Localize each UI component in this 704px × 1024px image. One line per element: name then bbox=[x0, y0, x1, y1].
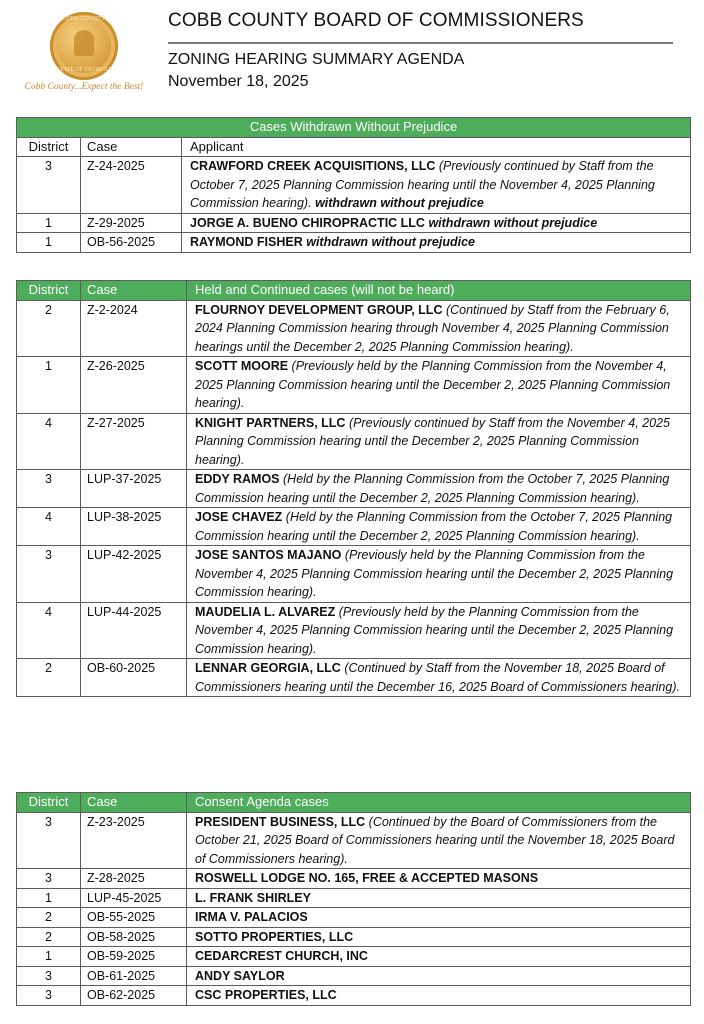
column-header-case: Case bbox=[81, 793, 187, 813]
consent-agenda-table bbox=[16, 792, 691, 1006]
table-row bbox=[17, 812, 691, 869]
case-note: (Held by the Planning Commission from the October 7, 2025 Planning Commission hearing until the December 2, 2025 Planning Commission hearing). bbox=[195, 510, 673, 543]
case-note: (Previously held by the Planning Commission from the November 4, 2025 Planning Commission hearing until the December 2, 2025 Planning Commission hearing). bbox=[195, 604, 674, 656]
held-rows bbox=[17, 300, 691, 697]
case-number-cell: OB-56-2025 bbox=[81, 233, 182, 253]
applicant-name: LENNAR GEORGIA, LLC bbox=[195, 661, 341, 675]
table-row bbox=[17, 888, 691, 908]
case-number-cell: OB-62-2025 bbox=[81, 986, 187, 1006]
case-number-cell: Z-27-2025 bbox=[81, 413, 187, 470]
district-cell: 1 bbox=[17, 888, 81, 908]
applicant-name: IRMA V. PALACIOS bbox=[195, 910, 308, 924]
case-number-cell: LUP-37-2025 bbox=[81, 470, 187, 508]
case-note: (Continued by Staff from the February 6, 2024 Planning Commission hearing through November 4, 2025 Planning Commission hearings until the December 2, 2025 Planning Commission hearing). bbox=[195, 302, 670, 354]
district-cell: 2 bbox=[17, 927, 81, 947]
document-header bbox=[0, 0, 704, 105]
applicant-cell bbox=[187, 869, 691, 889]
table-row bbox=[17, 966, 691, 986]
case-status: withdrawn without prejudice bbox=[428, 215, 598, 230]
table-row bbox=[17, 908, 691, 928]
applicant-cell bbox=[187, 986, 691, 1006]
table-row bbox=[17, 508, 691, 546]
table-row bbox=[17, 413, 691, 470]
column-header-case: Case bbox=[81, 281, 187, 301]
case-note: (Continued by the Board of Commissioners from the October 21, 2025 Board of Commissioners hearing until the November 18, 2025 Board of Commissioners hearing). bbox=[195, 814, 675, 866]
applicant-name: RAYMOND FISHER bbox=[190, 235, 303, 249]
applicant-cell bbox=[187, 927, 691, 947]
consent-rows bbox=[17, 812, 691, 1005]
district-cell: 3 bbox=[17, 986, 81, 1006]
applicant-name: ROSWELL LODGE NO. 165, FREE & ACCEPTED MASONS bbox=[195, 871, 539, 885]
case-number-cell: LUP-44-2025 bbox=[81, 602, 187, 659]
applicant-name: JORGE A. BUENO CHIROPRACTIC LLC bbox=[190, 215, 425, 230]
column-header-case: Case bbox=[81, 137, 182, 157]
case-note: (Previously held by the Planning Commission from the November 4, 2025 Planning Commission hearing until the December 2, 2025 Planning Commission hearing). bbox=[195, 548, 674, 599]
applicant-cell bbox=[187, 508, 691, 546]
applicant-cell bbox=[182, 233, 691, 253]
column-header-applicant: Applicant bbox=[182, 137, 691, 157]
district-cell: 4 bbox=[17, 508, 81, 546]
section-title: Held and Continued cases (will not be heard) bbox=[187, 281, 691, 301]
case-number-cell: OB-61-2025 bbox=[81, 966, 187, 986]
district-cell: 2 bbox=[17, 659, 81, 697]
table-row bbox=[17, 213, 691, 233]
table-row bbox=[17, 869, 691, 889]
applicant-cell bbox=[187, 470, 691, 508]
meeting-date: November 18, 2025 bbox=[168, 73, 309, 90]
case-number-cell: OB-58-2025 bbox=[81, 927, 187, 947]
applicant-name: FLOURNOY DEVELOPMENT GROUP, LLC bbox=[195, 302, 443, 317]
district-cell: 3 bbox=[17, 869, 81, 889]
district-cell: 1 bbox=[17, 213, 81, 233]
case-number-cell: Z-23-2025 bbox=[81, 812, 187, 869]
district-cell: 1 bbox=[17, 947, 81, 967]
district-cell: 3 bbox=[17, 546, 81, 603]
table-row bbox=[17, 233, 691, 253]
applicant-name: CEDARCREST CHURCH, INC bbox=[195, 949, 368, 963]
table-row bbox=[17, 986, 691, 1006]
applicant-name: JOSE CHAVEZ bbox=[195, 510, 283, 524]
district-cell: 2 bbox=[17, 908, 81, 928]
applicant-name: PRESIDENT BUSINESS, LLC bbox=[195, 814, 366, 829]
applicant-cell bbox=[187, 908, 691, 928]
column-header-row bbox=[17, 137, 691, 157]
district-cell: 4 bbox=[17, 602, 81, 659]
case-number-cell: Z-29-2025 bbox=[81, 213, 182, 233]
section-title: Cases Withdrawn Without Prejudice bbox=[17, 118, 691, 138]
applicant-cell bbox=[187, 659, 691, 697]
applicant-cell bbox=[182, 213, 691, 233]
applicant-name: ANDY SAYLOR bbox=[195, 968, 285, 983]
applicant-cell bbox=[187, 888, 691, 908]
applicant-name: CSC PROPERTIES, LLC bbox=[195, 988, 337, 1002]
case-number-cell: Z-28-2025 bbox=[81, 869, 187, 889]
applicant-name: CRAWFORD CREEK ACQUISITIONS, LLC bbox=[190, 159, 436, 173]
case-status: withdrawn without prejudice bbox=[306, 235, 475, 249]
column-header-district: District bbox=[17, 281, 81, 301]
applicant-cell bbox=[187, 413, 691, 470]
applicant-name: EDDY RAMOS bbox=[195, 472, 280, 486]
district-cell: 3 bbox=[17, 812, 81, 869]
case-number-cell: LUP-45-2025 bbox=[81, 888, 187, 908]
case-number-cell: OB-60-2025 bbox=[81, 659, 187, 697]
case-number-cell: OB-59-2025 bbox=[81, 947, 187, 967]
applicant-cell bbox=[187, 602, 691, 659]
applicant-name: KNIGHT PARTNERS, LLC bbox=[195, 415, 346, 430]
section-header-row bbox=[17, 118, 691, 138]
page-title: COBB COUNTY BOARD OF COMMISSIONERS bbox=[168, 10, 584, 31]
applicant-cell bbox=[187, 966, 691, 986]
applicant-name: L. FRANK SHIRLEY bbox=[195, 890, 311, 905]
case-number-cell: Z-2-2024 bbox=[81, 300, 187, 357]
district-cell: 3 bbox=[17, 470, 81, 508]
case-note: (Held by the Planning Commission from the October 7, 2025 Planning Commission hearing until the December 2, 2025 Planning Commission hearing). bbox=[195, 472, 670, 505]
table-row bbox=[17, 602, 691, 659]
table-row bbox=[17, 659, 691, 697]
withdrawn-cases-table bbox=[16, 117, 691, 253]
seal-bottom-text: STATE OF GEORGIA bbox=[56, 67, 112, 73]
held-continued-table bbox=[16, 280, 691, 697]
case-number-cell: Z-24-2025 bbox=[81, 157, 182, 214]
district-cell: 1 bbox=[17, 233, 81, 253]
applicant-cell bbox=[187, 300, 691, 357]
case-status: withdrawn without prejudice bbox=[315, 196, 484, 210]
applicant-name: MAUDELIA L. ALVAREZ bbox=[195, 604, 336, 619]
applicant-cell bbox=[187, 947, 691, 967]
section-header-row bbox=[17, 793, 691, 813]
applicant-cell bbox=[187, 357, 691, 414]
applicant-name: SOTTO PROPERTIES, LLC bbox=[195, 929, 354, 944]
logo-tagline: Cobb County...Expect the Best! bbox=[24, 82, 144, 92]
table-row bbox=[17, 947, 691, 967]
table-row bbox=[17, 927, 691, 947]
withdrawn-rows bbox=[17, 157, 691, 253]
bell-icon bbox=[74, 30, 94, 56]
district-cell: 3 bbox=[17, 157, 81, 214]
table-row bbox=[17, 300, 691, 357]
district-cell: 3 bbox=[17, 966, 81, 986]
title-divider bbox=[168, 42, 673, 44]
table-row bbox=[17, 357, 691, 414]
table-row bbox=[17, 470, 691, 508]
case-number-cell: OB-55-2025 bbox=[81, 908, 187, 928]
applicant-cell bbox=[182, 157, 691, 214]
district-cell: 2 bbox=[17, 300, 81, 357]
page-subtitle: ZONING HEARING SUMMARY AGENDA bbox=[168, 51, 465, 68]
applicant-name: JOSE SANTOS MAJANO bbox=[195, 548, 342, 562]
section-header-row bbox=[17, 281, 691, 301]
applicant-name: SCOTT MOORE bbox=[195, 359, 289, 373]
case-note: (Previously held by the Planning Commission from the November 4, 2025 Planning Commission hearing until the December 2, 2025 Planning Commission hearing). bbox=[195, 359, 671, 410]
case-note: (Previously continued by Staff from the October 7, 2025 Planning Commission hearing until the November 4, 2025 Planning Commission hearing). bbox=[190, 159, 655, 210]
case-number-cell: Z-26-2025 bbox=[81, 357, 187, 414]
applicant-cell bbox=[187, 812, 691, 869]
district-cell: 1 bbox=[17, 357, 81, 414]
column-header-district: District bbox=[17, 793, 81, 813]
applicant-cell bbox=[187, 546, 691, 603]
table-row bbox=[17, 157, 691, 214]
district-cell: 4 bbox=[17, 413, 81, 470]
seal-top-text: COBB COUNTY bbox=[62, 16, 106, 22]
case-number-cell: LUP-38-2025 bbox=[81, 508, 187, 546]
section-title: Consent Agenda cases bbox=[187, 793, 691, 813]
case-note: (Previously continued by Staff from the November 4, 2025 Planning Commission hearing until the December 2, 2025 Planning Commission hearing). bbox=[195, 415, 670, 467]
county-seal-logo bbox=[50, 12, 118, 80]
column-header-district: District bbox=[17, 137, 81, 157]
table-row bbox=[17, 546, 691, 603]
case-number-cell: LUP-42-2025 bbox=[81, 546, 187, 603]
case-note: (Continued by Staff from the November 18, 2025 Board of Commissioners hearing until the December 16, 2025 Board of Commissioners hearing). bbox=[195, 661, 680, 694]
